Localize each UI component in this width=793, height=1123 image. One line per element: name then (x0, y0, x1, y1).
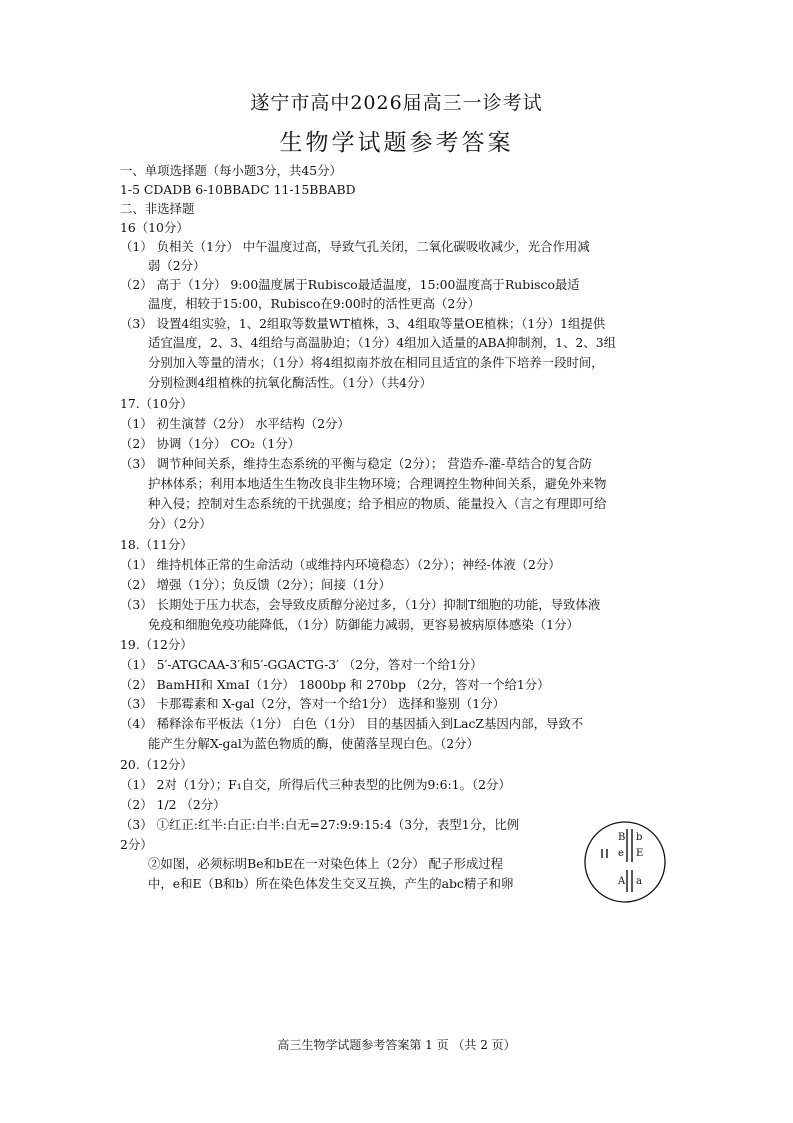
answer-line: （1） 维持机体正常的生命活动（或维持内环境稳态）（2分）；神经-体液（2分） (120, 557, 561, 572)
answer-line: （3） 长期处于压力状态，会导致皮质醇分泌过多，（1分）抑制T细胞的功能，导致体液 (120, 597, 601, 612)
answer-line: 种入侵；控制对生态系统的干扰强度；给予相应的物质、能量投入（言之有理即可给 (148, 496, 607, 511)
answer-line: （2） 协调（1分） CO₂（1分） (120, 436, 301, 451)
answer-line: （3） ①红正:红半:白正:白半:白无=27:9:9:15:4（3分，表型1分，比例 (120, 817, 520, 832)
allele-label-b-lower: b (636, 832, 643, 843)
answer-line: （2） 高于（1分） 9:00温度属于Rubisco最适温度，15:00温度高于Rubisco最适 (120, 277, 580, 292)
answer-line: （3） 调节种间关系，维持生态系统的平衡与稳定（2分）； 营造乔-灌-草结合的复合防 (120, 456, 592, 471)
allele-label-a-lower: a (636, 876, 642, 887)
answer-line: 17.（10分） (120, 396, 193, 411)
answer-line: （1） 负相关（1分） 中午温度过高，导致气孔关闭，二氧化碳吸收减少，光合作用减 (120, 239, 590, 254)
answer-line: 免疫和细胞免疫功能降低，（1分）防御能力减弱，更容易被病原体感染（1分） (148, 617, 579, 632)
answer-key-title: 生物学试题参考答案 (279, 130, 514, 156)
answer-line: （3） 设置4组实验，1、2组取等数量WT植株，3、4组取等量OE植株；（1分）1组提供 (120, 316, 606, 331)
answer-line: 20.（12分） (120, 757, 193, 772)
answer-line: （1） 5′-ATGCAA-3′和5′-GGACTG-3′ （2分，答对一个给1分） (120, 657, 483, 672)
allele-label-a-upper: A (618, 876, 626, 887)
answer-line: 分）（2分） (148, 516, 212, 531)
answer-line: （2） 1/2 （2分） (120, 797, 226, 812)
answer-line: 19.（12分） (120, 637, 193, 652)
answer-line: 16（10分） (120, 220, 189, 235)
answer-line: 温度，相较于15:00，Rubisco在9:00时的活性更高（2分） (148, 296, 481, 311)
answer-line: 中，e和E（B和b）所在染色体发生交叉互换，产生的abc精子和卵 (148, 876, 514, 891)
chromosome-diagram (583, 820, 667, 904)
allele-label-e-lower: e (618, 848, 624, 859)
answer-line: ②如图，必须标明Be和bE在一对染色体上（2分） 配子形成过程 (148, 856, 504, 871)
answer-line: 能产生分解X-gal为蓝色物质的酶，使菌落呈现白色。（2分） (148, 736, 479, 751)
answer-line: 分别加入等量的清水；（1分）将4组拟南芥放在相同且适宜的条件下培养一段时间， (148, 355, 604, 370)
allele-label-b-upper: B (618, 832, 626, 843)
answer-line: 二、非选择题 (120, 201, 195, 216)
page-footer: 高三生物学试题参考答案第 1 页 （共 2 页） (277, 1038, 516, 1052)
answer-line: （1） 2对（1分）；F₁自交，所得后代三种表型的比例为9:6:1。（2分） (120, 777, 511, 792)
answer-line: 18.（11分） (120, 537, 193, 552)
answer-line: 适宜温度，2、3、4组给与高温胁迫；（1分）4组加入适量的ABA抑制剂，1、2、3组 (148, 335, 616, 350)
answer-line: （3） 卡那霉素和 X-gal（2分，答对一个给1分） 选择和鉴别（1分） (120, 696, 505, 711)
answer-line: 2分） (120, 837, 153, 852)
exam-title: 遂宁市高中2026届高三一诊考试 (250, 92, 543, 114)
answer-line: 1-5 CDADB 6-10BBADC 11-15BBABD (120, 182, 356, 197)
allele-label-e-upper: E (636, 848, 644, 859)
answer-line: 护林体系；利用本地适生生物改良非生物环境；合理调控生物种间关系，避免外来物 (148, 476, 607, 491)
answer-line: 分别检测4组植株的抗氧化酶活性。（1分）（共4分） (148, 375, 432, 390)
answer-line: （1） 初生演替（2分） 水平结构（2分） (120, 416, 350, 431)
answer-line: （2） 增强（1分）；负反馈（2分）；间接（1分） (120, 577, 391, 592)
answer-line: （4） 稀释涂布平板法（1分） 白色（1分） 目的基因插入到LacZ基因内部，导致不 (120, 716, 584, 731)
answer-line: 弱（2分） (148, 258, 206, 273)
answer-line: （2） BamHⅠ和 XmaⅠ（1分） 1800bp 和 270bp （2分，答对一个给1分） (120, 677, 550, 692)
answer-line: 一、单项选择题（每小题3分，共45分） (120, 163, 342, 178)
